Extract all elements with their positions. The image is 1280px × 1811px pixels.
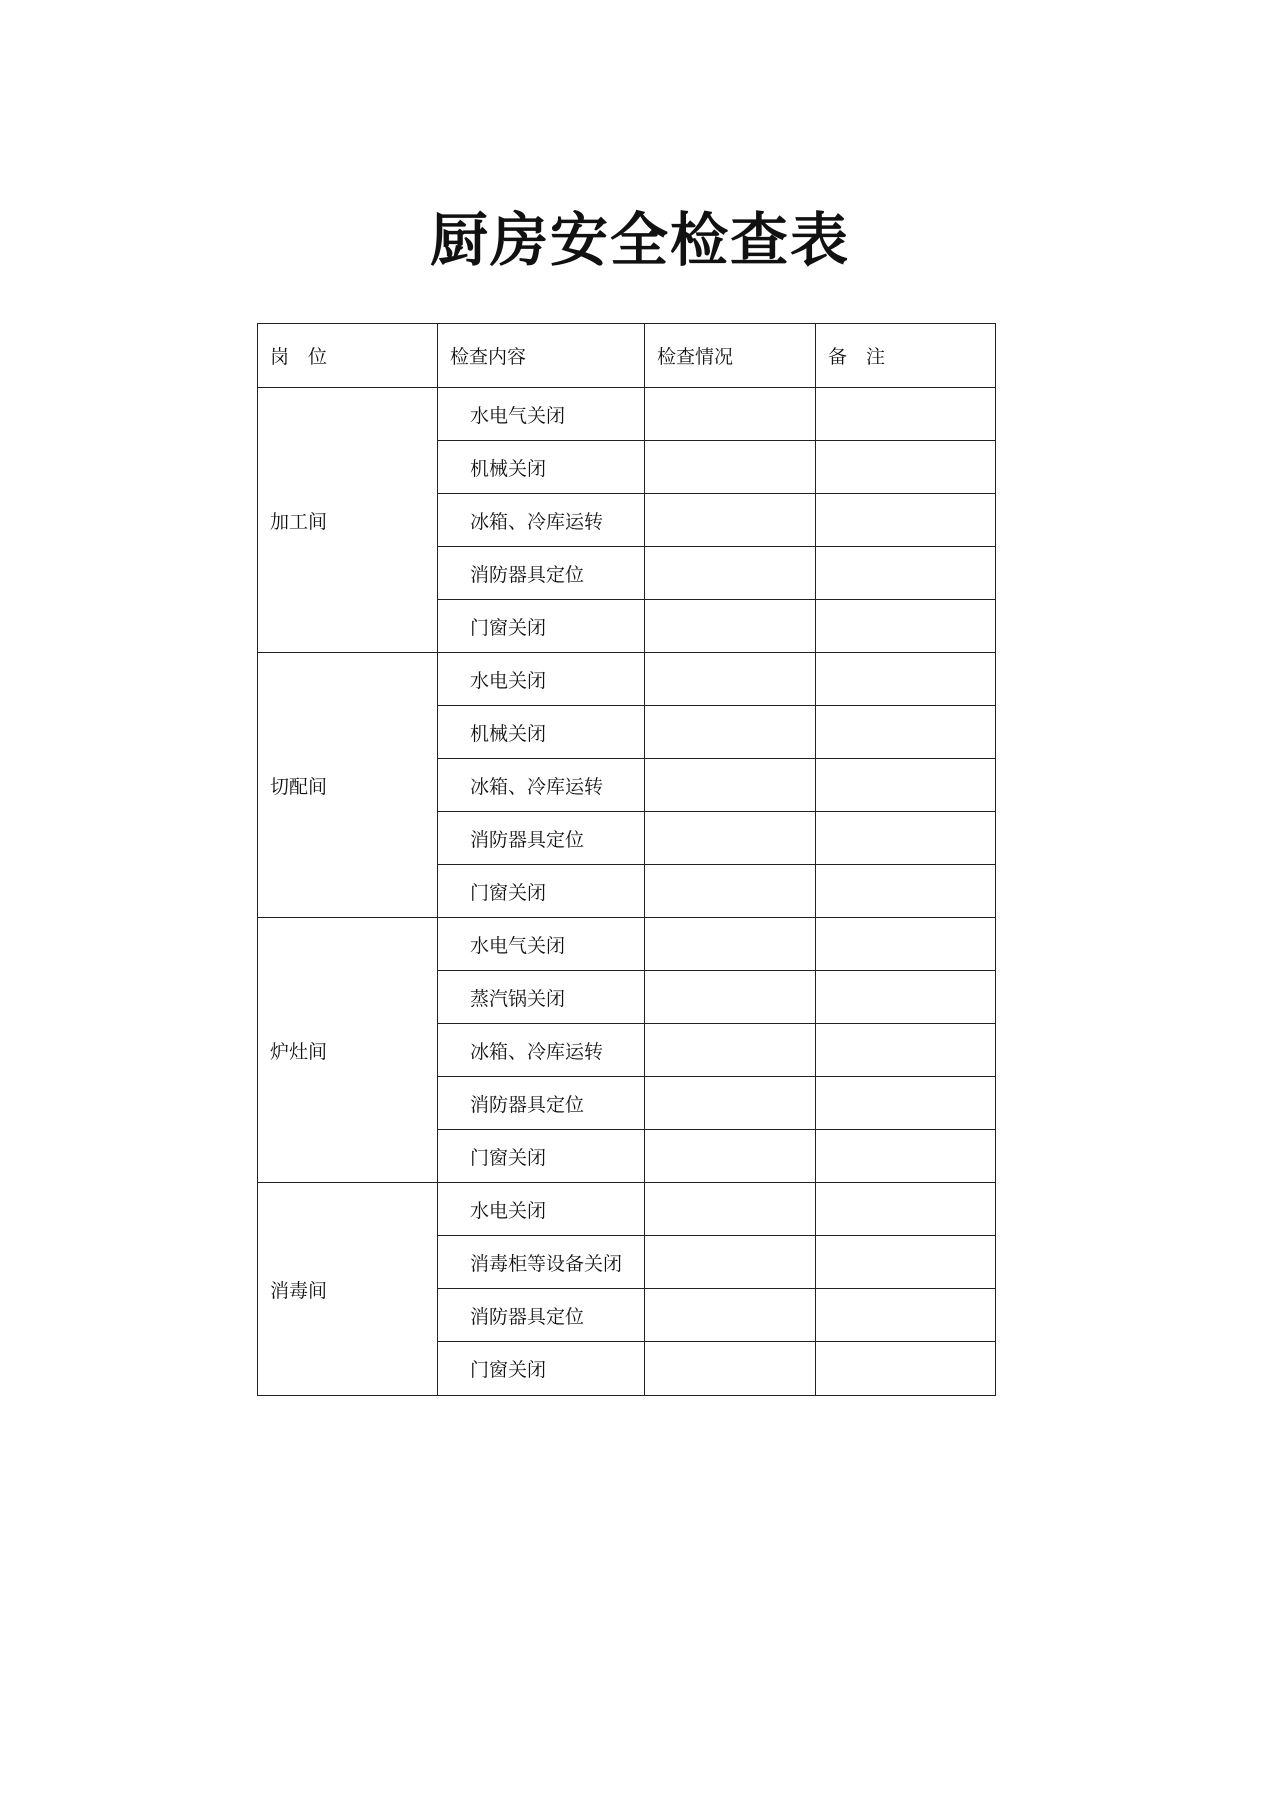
remarks-cell[interactable] (816, 759, 996, 812)
remarks-cell[interactable] (816, 388, 996, 441)
check-item: 冰箱、冷库运转 (438, 494, 645, 547)
remarks-cell[interactable] (816, 494, 996, 547)
check-item: 冰箱、冷库运转 (438, 759, 645, 812)
remarks-cell[interactable] (816, 918, 996, 971)
remarks-cell[interactable] (816, 1289, 996, 1342)
table-row (258, 653, 996, 706)
remarks-cell[interactable] (816, 1077, 996, 1130)
remarks-cell[interactable] (816, 1183, 996, 1236)
check-status-cell[interactable] (645, 1236, 816, 1289)
remarks-cell[interactable] (816, 547, 996, 600)
remarks-cell[interactable] (816, 653, 996, 706)
area-cell: 消毒间 (258, 1183, 438, 1396)
check-status-cell[interactable] (645, 812, 816, 865)
check-item: 水电关闭 (438, 1183, 645, 1236)
check-status-cell[interactable] (645, 547, 816, 600)
check-item: 门窗关闭 (438, 865, 645, 918)
check-item: 冰箱、冷库运转 (438, 1024, 645, 1077)
check-item: 消防器具定位 (438, 1289, 645, 1342)
remarks-cell[interactable] (816, 706, 996, 759)
check-status-cell[interactable] (645, 1342, 816, 1396)
check-item: 消防器具定位 (438, 812, 645, 865)
check-item: 消防器具定位 (438, 1077, 645, 1130)
page-title: 厨房安全检查表 (429, 206, 850, 274)
header-position: 岗 位 (258, 324, 438, 388)
check-item: 水电气关闭 (438, 918, 645, 971)
check-status-cell[interactable] (645, 653, 816, 706)
check-item: 消防器具定位 (438, 547, 645, 600)
check-status-cell[interactable] (645, 441, 816, 494)
check-item: 门窗关闭 (438, 1342, 645, 1396)
remarks-cell[interactable] (816, 441, 996, 494)
remarks-cell[interactable] (816, 1024, 996, 1077)
remarks-cell[interactable] (816, 1130, 996, 1183)
table-row (258, 1183, 996, 1236)
remarks-cell[interactable] (816, 865, 996, 918)
table-row (258, 918, 996, 971)
check-status-cell[interactable] (645, 1024, 816, 1077)
remarks-cell[interactable] (816, 971, 996, 1024)
area-cell: 加工间 (258, 388, 438, 653)
check-status-cell[interactable] (645, 494, 816, 547)
check-status-cell[interactable] (645, 1183, 816, 1236)
area-cell: 切配间 (258, 653, 438, 918)
check-item: 机械关闭 (438, 706, 645, 759)
remarks-cell[interactable] (816, 600, 996, 653)
check-item: 消毒柜等设备关闭 (438, 1236, 645, 1289)
check-item: 门窗关闭 (438, 1130, 645, 1183)
check-status-cell[interactable] (645, 600, 816, 653)
header-check-status: 检查情况 (645, 324, 816, 388)
table-row (258, 388, 996, 441)
header-remarks: 备 注 (816, 324, 996, 388)
check-status-cell[interactable] (645, 1289, 816, 1342)
remarks-cell[interactable] (816, 1236, 996, 1289)
remarks-cell[interactable] (816, 1342, 996, 1396)
area-cell: 炉灶间 (258, 918, 438, 1183)
check-status-cell[interactable] (645, 971, 816, 1024)
check-status-cell[interactable] (645, 706, 816, 759)
check-status-cell[interactable] (645, 759, 816, 812)
check-item: 蒸汽锅关闭 (438, 971, 645, 1024)
check-status-cell[interactable] (645, 388, 816, 441)
check-item: 机械关闭 (438, 441, 645, 494)
header-check-content: 检查内容 (438, 324, 645, 388)
kitchen-safety-check-table (257, 323, 996, 1396)
check-item: 水电气关闭 (438, 388, 645, 441)
check-status-cell[interactable] (645, 918, 816, 971)
check-item: 门窗关闭 (438, 600, 645, 653)
remarks-cell[interactable] (816, 812, 996, 865)
check-status-cell[interactable] (645, 1077, 816, 1130)
check-item: 水电关闭 (438, 653, 645, 706)
header-row (258, 324, 996, 388)
check-status-cell[interactable] (645, 1130, 816, 1183)
check-status-cell[interactable] (645, 865, 816, 918)
